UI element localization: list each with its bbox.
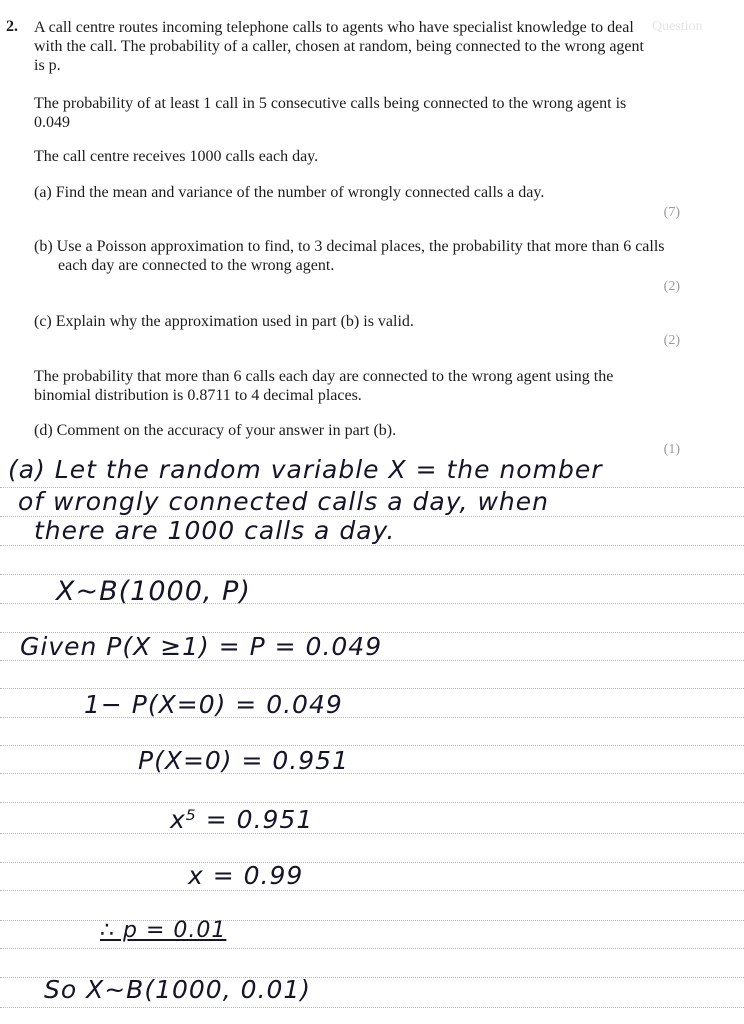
- rule: [0, 688, 744, 689]
- binomial-note: The probability that more than 6 calls each day are connected to the wrong agent using the binomial distribution is 0.8711 to 4 decimal places.: [34, 368, 614, 404]
- question-intro: A call centre routes incoming telephone calls to agents who have specialist knowledge to deal with the call. The probability of a caller, chosen at random, being connected to the wrong agent is p.: [34, 19, 644, 74]
- answer-line: 1− P(X=0) = 0.049: [84, 690, 343, 719]
- part-d: (d) Comment on the accuracy of your answer in part (b).: [34, 422, 397, 439]
- part-a: (a) Find the mean and variance of the number of wrongly connected calls a day.: [34, 184, 545, 201]
- answer-line: (a) Let the random variable X = the nomber: [8, 455, 603, 484]
- rule: [0, 948, 744, 949]
- rule: [0, 574, 744, 575]
- rule: [0, 802, 744, 803]
- part-a-marks: (7): [663, 205, 680, 220]
- answer-line: x = 0.99: [188, 861, 304, 890]
- question-calls: The call centre receives 1000 calls each day.: [34, 148, 319, 165]
- answer-line: P(X=0) = 0.951: [138, 746, 349, 775]
- question-given: The probability of at least 1 call in 5 consecutive calls being connected to the wrong agent is 0.049: [34, 95, 627, 131]
- answer-line: x⁵ = 0.951: [170, 805, 314, 834]
- part-c: (c) Explain why the approximation used in part (b) is valid.: [34, 313, 414, 330]
- answer-line: So X~B(1000, 0.01): [44, 975, 312, 1004]
- part-c-marks: (2): [663, 333, 680, 348]
- part-b-marks: (2): [663, 279, 680, 294]
- answer-line: Given P(X ≥1) = P = 0.049: [20, 632, 383, 661]
- rule: [0, 862, 744, 863]
- answer-line: ∴ p = 0.01: [100, 918, 227, 943]
- rule: [0, 1007, 744, 1008]
- rule: [0, 545, 744, 546]
- answer-line: there are 1000 calls a day.: [34, 516, 396, 545]
- margin-label: Question: [652, 19, 703, 34]
- rule: [0, 833, 744, 834]
- question-number: 2.: [6, 18, 18, 35]
- part-b: (b) Use a Poisson approximation to find, to 3 decimal places, the probability that more than 6 calls each day are connected to the wrong agent.: [34, 238, 665, 274]
- answer-line: of wrongly connected calls a day, when: [18, 487, 549, 516]
- rule: [0, 890, 744, 891]
- answer-line: X~B(1000, P): [56, 576, 251, 607]
- rule: [0, 745, 744, 746]
- rule: [0, 773, 744, 774]
- part-d-marks: (1): [663, 442, 680, 457]
